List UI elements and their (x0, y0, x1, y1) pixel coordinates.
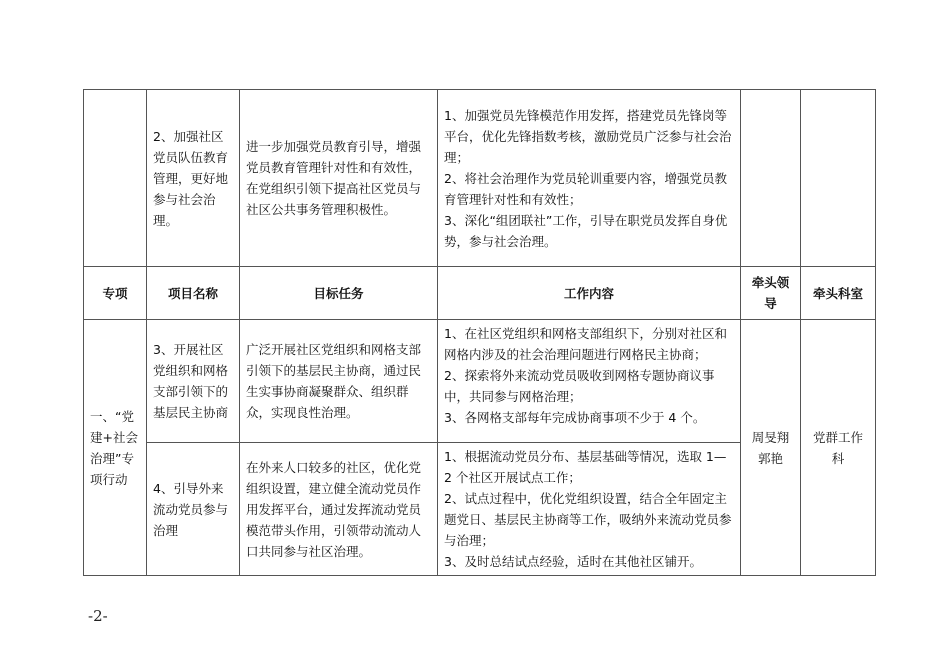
work-content-item: 2、试点过程中，优化党组织设置，结合全年固定主题党日、基层民主协商等工作，吸纳外来流动党员参与治理； (444, 491, 732, 548)
header-lead-leader: 牵头领导 (741, 267, 801, 320)
project-name-cell: 4、引导外来流动党员参与治理 (147, 443, 240, 576)
table-row (84, 320, 876, 443)
work-content-item: 1、根据流动党员分布、基层基础等情况，选取 1—2 个社区开展试点工作； (444, 449, 727, 485)
section-cell: 一、“党建+社会治理”专项行动 (84, 320, 147, 576)
header-special-item: 专项 (84, 267, 147, 320)
work-content-cell (438, 320, 741, 443)
header-row (84, 267, 876, 320)
work-content-item: 3、深化“组团联社”工作，引导在职党员发挥自身优势，参与社会治理。 (444, 212, 728, 249)
work-plan-table (83, 89, 876, 576)
header-project-name: 项目名称 (147, 267, 240, 320)
target-task-cell: 在外来人口较多的社区，优化党组织设置，建立健全流动党员作用发挥平台，通过发挥流动党员模范带头作用，引领带动流动人口共同参与社区治理。 (240, 443, 438, 576)
table-row (84, 90, 876, 267)
work-content-cell (438, 443, 741, 576)
work-content-item: 2、将社会治理作为党员轮训重要内容，增强党员教育管理针对性和有效性； (444, 170, 727, 207)
work-content-item: 1、在社区党组织和网格支部组织下，分别对社区和网格内涉及的社会治理问题进行网格民主协商； (444, 326, 727, 362)
work-content-item: 3、及时总结试点经验，适时在其他社区铺开。 (444, 554, 702, 569)
header-lead-dept: 牵头科室 (801, 267, 876, 320)
project-name-cell: 3、开展社区党组织和网格支部引领下的基层民主协商 (147, 320, 240, 443)
header-target-task: 目标任务 (240, 267, 438, 320)
page-number: -2- (88, 607, 108, 625)
lead-dept-cell: 党群工作科 (801, 320, 876, 576)
section-cell-empty (84, 90, 147, 267)
lead-dept-cell-empty (801, 90, 876, 267)
work-content-cell (438, 90, 741, 267)
project-name-cell: 2、加强社区党员队伍教育管理，更好地参与社会治理。 (147, 90, 240, 267)
header-work-content: 工作内容 (438, 267, 741, 320)
target-task-cell: 广泛开展社区党组织和网格支部引领下的基层民主协商，通过民生实事协商凝聚群众、组织群众，实现良性治理。 (240, 320, 438, 443)
target-task-cell: 进一步加强党员教育引导，增强党员教育管理针对性和有效性，在党组织引领下提高社区党员与社区公共事务管理积极性。 (240, 90, 438, 267)
work-content-item: 2、探索将外来流动党员吸收到网格专题协商议事中，共同参与网格治理； (444, 368, 715, 404)
lead-leader-cell-empty (741, 90, 801, 267)
work-content-item: 1、加强党员先锋模范作用发挥，搭建党员先锋岗等平台，优化先锋指数考核，激励党员广泛参与社会治理； (444, 107, 732, 165)
work-content-item: 3、各网格支部每年完成协商事项不少于 4 个。 (444, 410, 706, 425)
lead-leader-cell: 周旻翔郭艳 (741, 320, 801, 576)
